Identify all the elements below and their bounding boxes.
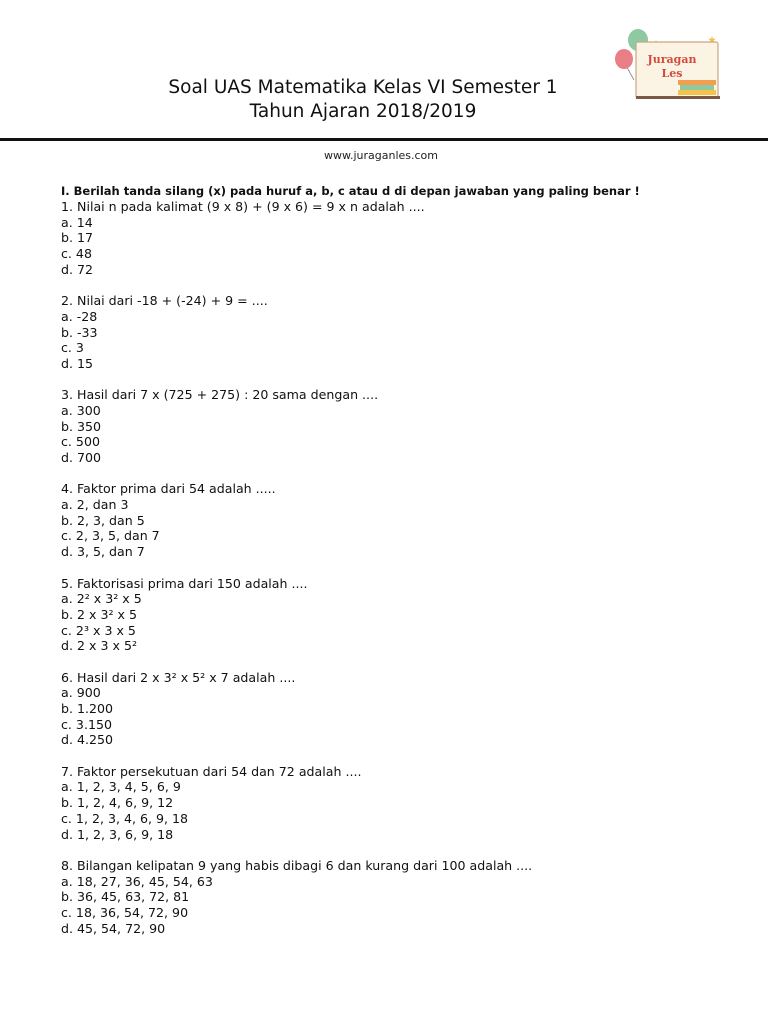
answer-option-b: b. -33 [61,324,98,340]
question-8 [61,858,741,936]
answer-option-b: b. 17 [61,230,94,246]
answer-option-a: a. 2² x 3² x 5 [61,591,142,607]
answer-option-b: b. 2 x 3² x 5 [61,606,138,622]
answer-option-d: d. 4.250 [61,732,114,748]
answer-option-c: c. 18, 36, 54, 72, 90 [61,904,189,920]
question-2 [61,293,741,371]
question-text: 8. Bilangan kelipatan 9 yang habis dibagi 6 dan kurang dari 100 adalah .... [61,857,533,873]
question-text: 6. Hasil dari 2 x 3² x 5² x 7 adalah .... [61,669,296,685]
header-divider [0,138,768,141]
answer-option-a: a. 1, 2, 3, 4, 5, 6, 9 [61,779,181,795]
page-title: Soal UAS Matematika Kelas VI Semester 1 [168,77,558,98]
exam-content [61,183,741,952]
answer-option-c: c. 2³ x 3 x 5 [61,622,136,638]
answer-option-b: b. 1.200 [61,701,114,716]
question-7 [61,764,741,842]
website-url: www.juraganles.com [323,149,438,162]
logo-text-bottom: Les [661,67,683,80]
logo-text-top: Juragan [647,53,697,66]
question-text: 5. Faktorisasi prima dari 150 adalah .... [61,575,308,591]
answer-option-d: d. 1, 2, 3, 6, 9, 18 [61,826,174,842]
answer-option-d: d. 3, 5, dan 7 [61,544,145,560]
question-text: 7. Faktor persekutuan dari 54 dan 72 adalah .... [61,763,362,779]
answer-option-d: d. 15 [61,355,94,371]
answer-option-b: b. 350 [61,418,102,434]
answer-option-a: a. 300 [61,402,101,418]
answer-option-d: d. 45, 54, 72, 90 [61,920,166,936]
answer-option-b: b. 2, 3, dan 5 [61,512,145,528]
section-instruction: I. Berilah tanda silang (x) pada huruf a, b, c atau d di depan jawaban yang paling benar ! [61,184,640,198]
question-text: 2. Nilai dari -18 + (-24) + 9 = .... [61,293,268,309]
answer-option-c: c. 500 [61,434,100,450]
question-5 [61,576,741,654]
question-text: 1. Nilai n pada kalimat (9 x 8) + (9 x 6) = 9 x n adalah .... [61,199,425,214]
answer-option-a: a. 18, 27, 36, 45, 54, 63 [61,873,213,889]
answer-option-a: a. -28 [61,308,98,324]
question-text: 4. Faktor prima dari 54 adalah ..... [61,481,276,497]
answer-option-a: a. 14 [61,214,93,230]
page-subtitle: Tahun Ajaran 2018/2019 [249,101,477,122]
answer-option-a: a. 900 [61,685,101,701]
juragan-les-logo [612,28,724,104]
answer-option-c: c. 48 [61,246,92,262]
answer-option-d: d. 72 [61,261,94,277]
question-4 [61,481,741,559]
question-3 [61,387,741,465]
question-6 [61,670,741,748]
answer-option-c: c. 3 [61,340,84,356]
answer-option-c: c. 2, 3, 5, dan 7 [61,528,160,544]
answer-option-b: b. 1, 2, 4, 6, 9, 12 [61,795,174,811]
answer-option-c: c. 1, 2, 3, 4, 6, 9, 18 [61,810,189,826]
answer-option-c: c. 3.150 [61,716,112,732]
question-text: 3. Hasil dari 7 x (725 + 275) : 20 sama dengan .... [61,387,379,403]
answer-option-d: d. 2 x 3 x 5² [61,638,138,654]
page-header [0,0,768,140]
question-1 [61,199,741,277]
answer-option-b: b. 36, 45, 63, 72, 81 [61,889,190,905]
answer-option-a: a. 2, dan 3 [61,497,129,513]
answer-option-d: d. 700 [61,450,102,465]
